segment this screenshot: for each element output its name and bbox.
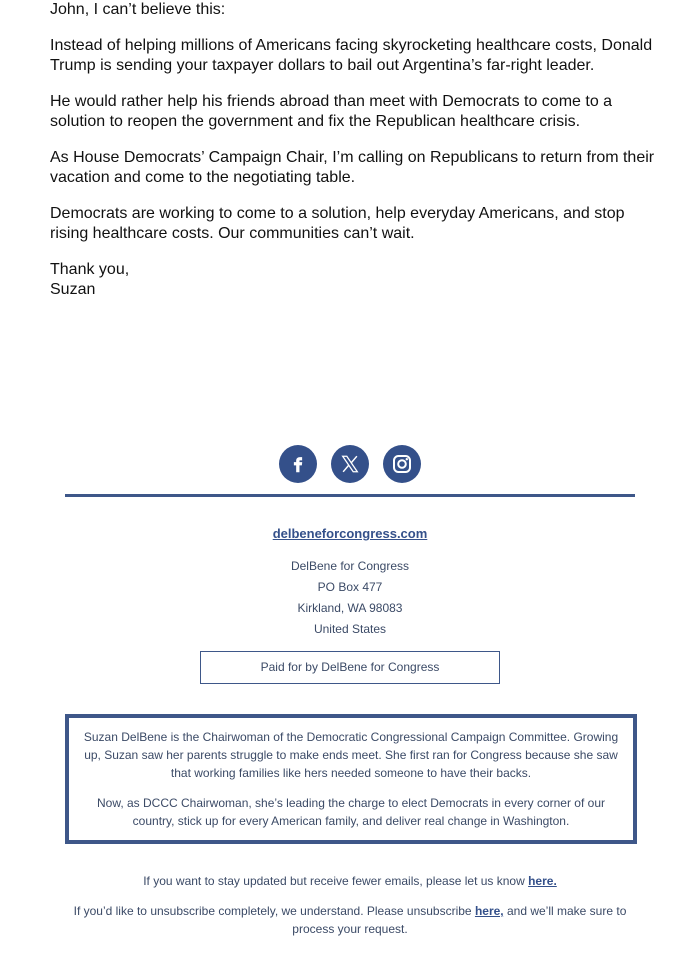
bio-paragraph-2: Now, as DCCC Chairwoman, she’s leading the charge to elect Democrats in every corner of our country, stick up for every American family, and deliver real change in Washington. [96, 796, 605, 828]
address-city: Kirkland, WA 98083 [297, 601, 403, 615]
instagram-icon [390, 452, 414, 476]
fewer-emails-text: If you want to stay updated but receive fewer emails, please let us know [143, 874, 529, 888]
website-link[interactable]: delbeneforcongress.com [272, 526, 428, 541]
instagram-link[interactable] [383, 445, 421, 483]
fewer-emails-link[interactable]: here. [528, 874, 557, 888]
paragraph-3: As House Democrats’ Campaign Chair, I’m calling on Republicans to return from their vacation and come to the negotiating table. [50, 149, 655, 186]
signature: Suzan [50, 281, 96, 298]
unsubscribe-note [70, 902, 630, 938]
divider [65, 494, 635, 497]
paid-for-box: Paid for by DelBene for Congress [200, 651, 500, 684]
unsubscribe-text-before: If you’d like to unsubscribe completely, we understand. Please unsubscribe [73, 904, 475, 918]
facebook-link[interactable] [279, 445, 317, 483]
closing: Thank you, [50, 261, 130, 278]
email-body [50, 0, 660, 300]
paragraph-1: Instead of helping millions of Americans facing skyrocketing healthcare costs, Donald Trump is sending your taxpayer dollars to bail out Argentina’s far-right leader. [50, 37, 653, 74]
social-links [0, 445, 700, 483]
paragraph-2: He would rather help his friends abroad than meet with Democrats to come to a solution to reopen the government and fix the Republican healthcare crisis. [50, 93, 613, 130]
address-po-box: PO Box 477 [317, 580, 383, 594]
unsubscribe-link[interactable]: here, [474, 904, 504, 918]
website-row [0, 526, 700, 541]
greeting: John, I can’t believe this: [50, 1, 226, 18]
mailing-address [0, 556, 700, 640]
address-country: United States [313, 622, 387, 636]
paragraph-4: Democrats are working to come to a solution, help everyday Americans, and stop rising healthcare costs. Our communities can’t wait. [50, 205, 625, 242]
bio-box [65, 714, 637, 844]
facebook-icon [287, 453, 309, 475]
fewer-emails-note [70, 872, 630, 890]
x-link[interactable] [331, 445, 369, 483]
bio-paragraph-1: Suzan DelBene is the Chairwoman of the Democratic Congressional Campaign Committee. Growing up, Suzan saw her parents struggle to make ends meet. She first ran for Congress because she saw that working families like hers needed someone to have their backs. [83, 730, 619, 780]
address-org: DelBene for Congress [290, 559, 410, 573]
x-icon [339, 453, 361, 475]
unsubscribe-text-after: and we’ll make sure to process your request. [292, 904, 627, 936]
